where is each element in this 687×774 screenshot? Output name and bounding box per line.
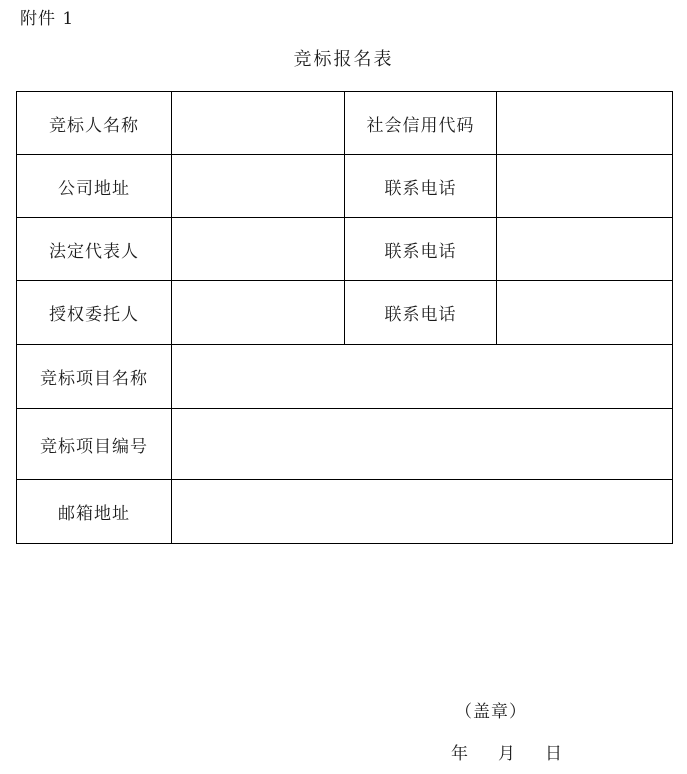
form-title: 竞标报名表	[293, 49, 394, 70]
bidder-name-field[interactable]	[172, 92, 345, 155]
form-row-email-address	[17, 480, 673, 544]
email-address-label: 邮箱地址	[17, 480, 172, 544]
form-row-project-name	[17, 345, 673, 409]
date-day-label: 日	[545, 744, 562, 764]
authorized-agent-label: 授权委托人	[17, 281, 172, 345]
date-month-label: 月	[498, 744, 515, 764]
date-year-label: 年	[451, 744, 468, 764]
email-address-field[interactable]	[172, 480, 673, 544]
legal-representative-field[interactable]	[172, 218, 345, 281]
legal-rep-phone-label: 联系电话	[345, 218, 497, 281]
agent-phone-label: 联系电话	[345, 281, 497, 345]
form-row-company-address	[17, 155, 673, 218]
registration-form-table	[16, 91, 673, 544]
legal-rep-phone-field[interactable]	[497, 218, 673, 281]
form-row-bidder-name	[17, 92, 673, 155]
project-number-field[interactable]	[172, 409, 673, 480]
form-row-project-number	[17, 409, 673, 480]
agent-phone-field[interactable]	[497, 281, 673, 345]
project-name-field[interactable]	[172, 345, 673, 409]
company-address-label: 公司地址	[17, 155, 172, 218]
project-name-label: 竞标项目名称	[17, 345, 172, 409]
credit-code-label: 社会信用代码	[345, 92, 497, 155]
authorized-agent-field[interactable]	[172, 281, 345, 345]
company-phone-label: 联系电话	[345, 155, 497, 218]
credit-code-field[interactable]	[497, 92, 673, 155]
legal-representative-label: 法定代表人	[17, 218, 172, 281]
company-phone-field[interactable]	[497, 155, 673, 218]
form-row-legal-representative	[17, 218, 673, 281]
seal-label: （盖章）	[455, 702, 527, 722]
date-line	[451, 742, 562, 766]
form-row-authorized-agent	[17, 281, 673, 345]
annex-label: 附件 1	[20, 9, 75, 29]
company-address-field[interactable]	[172, 155, 345, 218]
project-number-label: 竞标项目编号	[17, 409, 172, 480]
bidder-name-label: 竞标人名称	[17, 92, 172, 155]
